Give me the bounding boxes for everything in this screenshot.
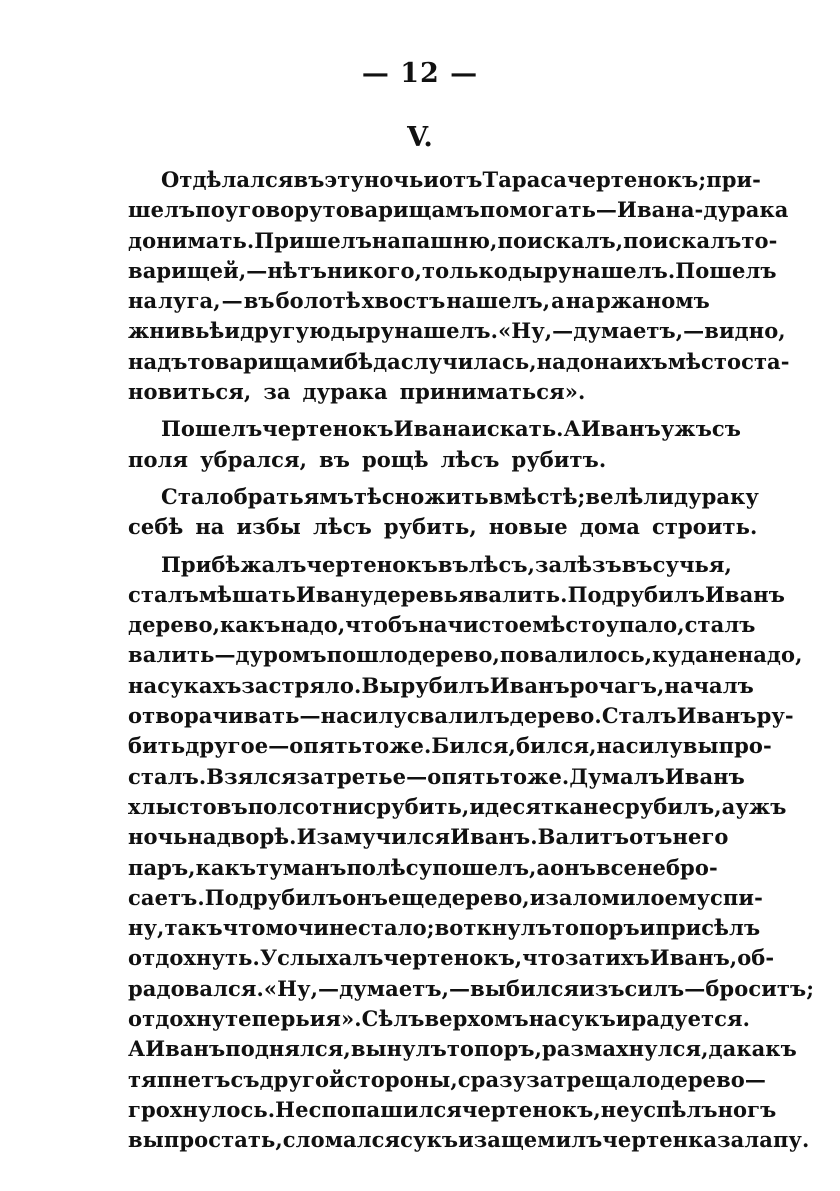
text-word: Валитъ: [537, 824, 630, 850]
text-word: тяпнетъ: [128, 1066, 231, 1092]
text-word: бѣда: [344, 348, 401, 374]
text-word: нашелъ,: [446, 288, 551, 314]
text-word: жнивьѣ: [128, 318, 225, 344]
text-word: него: [672, 824, 729, 850]
text-word: сталъ: [128, 581, 199, 607]
text-word: чертенка: [602, 1127, 718, 1153]
text-word: съ: [711, 416, 742, 442]
text-word: дерево.: [509, 703, 602, 729]
text-word: затрещало: [526, 1066, 661, 1092]
text-word: изъ: [579, 975, 625, 1001]
text-word: сучья,: [652, 551, 732, 577]
text-word: срубить,: [363, 793, 470, 819]
text-word: поискалъ: [623, 227, 742, 253]
story-text: [128, 165, 815, 1156]
text-word: дыру: [507, 257, 572, 283]
text-word: же.: [389, 733, 432, 759]
text-word: себѣ: [128, 514, 184, 540]
text-word: мѣшать: [198, 581, 296, 607]
text-word: отворачивать—насилу: [128, 703, 407, 729]
text-line: [128, 256, 777, 286]
text-word: топоръ,: [446, 1036, 543, 1062]
text-word: Бился,: [431, 733, 516, 759]
text-line: [128, 195, 789, 225]
text-word: избы: [236, 514, 301, 540]
text-word: и: [224, 318, 241, 344]
text-word: случилась,: [400, 348, 537, 374]
text-word: присѣлъ: [655, 915, 761, 941]
text-word: Сѣлъ: [361, 1006, 425, 1032]
text-line: [128, 822, 729, 852]
text-word: сукъ: [557, 1006, 616, 1032]
text-word: на: [187, 824, 217, 850]
text-word: А: [563, 416, 581, 442]
text-word: Отдѣлался: [161, 167, 294, 192]
text-word: защемилъ: [473, 1127, 603, 1153]
text-word: чертенокъ: [306, 551, 438, 577]
text-line: [128, 883, 763, 913]
text-word: лѣсу: [376, 854, 433, 880]
text-word: поискалъ,: [497, 227, 624, 253]
text-word: видно,: [704, 318, 786, 344]
text-line: [128, 792, 787, 822]
text-word: въ: [293, 167, 325, 192]
text-word: по: [195, 197, 225, 223]
text-word: сразу: [457, 1066, 527, 1092]
text-word: шелъ: [128, 197, 196, 223]
text-word: сталъ.: [128, 763, 207, 789]
text-word: опять: [427, 763, 500, 789]
text-word: И: [296, 824, 317, 850]
text-word: а: [536, 854, 551, 880]
text-word: повалилось,: [499, 642, 653, 668]
text-word: десятка: [485, 793, 584, 819]
text-word: рубитъ.: [511, 446, 607, 472]
text-word: рочагъ,: [569, 672, 665, 698]
text-word: верхомъ: [424, 1006, 529, 1032]
text-word: въ: [243, 288, 275, 314]
text-word: лѣсъ,: [468, 551, 536, 577]
text-word: ну,: [128, 915, 165, 941]
text-word: въ: [437, 551, 469, 577]
text-word: онъ: [342, 884, 388, 910]
text-word: и: [458, 1127, 474, 1153]
text-word: на: [594, 348, 624, 374]
text-word: бить: [128, 733, 186, 759]
text-word: приниматься».: [399, 379, 586, 405]
text-word: —: [406, 763, 428, 789]
text-word: пошелъ,: [432, 854, 537, 880]
text-word: надо,: [737, 642, 803, 668]
text-word: на: [128, 288, 158, 314]
text-word: пошло: [326, 642, 408, 668]
text-word: А: [128, 1036, 146, 1062]
text-word: не: [708, 642, 738, 668]
text-word: нашелъ.: [571, 257, 676, 283]
text-word: топоръ: [551, 915, 640, 941]
text-word: Пошелъ: [161, 416, 263, 442]
text-word: нашелъ.: [394, 318, 499, 344]
text-word: Не: [275, 1096, 309, 1122]
text-word: застряло.: [241, 672, 362, 698]
text-word: спи-: [710, 884, 763, 910]
text-word: «Ну,—думаетъ,—выбился: [263, 975, 580, 1001]
text-word: донимать.: [128, 227, 255, 253]
text-word: дерево,: [437, 884, 530, 910]
text-word: и: [423, 167, 440, 192]
text-word: успѣлъ: [629, 1096, 718, 1122]
text-word: отдохнуть.: [128, 945, 260, 971]
text-word: Вырубилъ: [361, 672, 490, 698]
text-word: Подрубилъ: [204, 884, 343, 910]
text-line: [128, 671, 754, 701]
text-word: силъ—броситъ;: [624, 975, 815, 1001]
text-word: не: [600, 1096, 630, 1122]
text-line: [128, 913, 761, 943]
text-word: сломался: [282, 1127, 401, 1153]
text-word: Иванъ,: [649, 945, 738, 971]
text-word: пашню,: [401, 227, 498, 253]
text-word: мочи: [265, 915, 330, 941]
text-word: на: [195, 514, 225, 540]
text-word: замучился: [316, 824, 451, 850]
text-line: [128, 1095, 777, 1125]
text-word: что: [222, 915, 266, 941]
text-word: мѣсто: [532, 612, 606, 638]
text-line: [128, 286, 710, 316]
text-word: Ивана-дурака: [617, 197, 789, 223]
text-word: куда: [652, 642, 709, 668]
text-word: радуется.: [631, 1006, 751, 1032]
text-word: Подрубилъ: [567, 581, 705, 607]
text-word: деревья: [373, 581, 474, 607]
text-word: Пришелъ: [254, 227, 372, 253]
text-word: за: [717, 1127, 745, 1153]
text-word: болотѣ: [275, 288, 361, 314]
text-word: —: [595, 197, 618, 223]
chapter-heading: V.: [407, 122, 433, 153]
text-word: Прибѣжалъ: [161, 551, 307, 577]
text-word: за: [296, 763, 324, 789]
text-word: чертенокъ: [262, 416, 394, 442]
text-word: да: [708, 1036, 737, 1062]
text-word: товарищамъ: [322, 197, 480, 223]
text-word: лѣсъ: [312, 514, 372, 540]
text-word: и: [615, 1006, 632, 1032]
text-word: паръ,: [128, 854, 196, 880]
text-word: а: [721, 793, 736, 819]
text-word: залѣзъ: [535, 551, 622, 577]
text-word: отъ: [629, 824, 673, 850]
text-word: въ: [621, 551, 653, 577]
text-word: что: [522, 945, 565, 971]
text-word: надо,: [280, 612, 346, 638]
text-word: варищей,—нѣтъ: [128, 257, 327, 283]
text-line: [128, 610, 756, 640]
text-word: и: [469, 793, 485, 819]
text-word: туманъ: [256, 854, 347, 880]
text-word: надъ: [128, 348, 188, 374]
text-word: выпро-: [682, 733, 772, 759]
text-word: размахнулся,: [542, 1036, 709, 1062]
text-word: же.: [527, 763, 570, 789]
text-word: строить.: [651, 514, 758, 540]
text-word: вмѣстѣ;: [488, 483, 586, 509]
text-word: товарищами: [187, 348, 345, 374]
text-word: на: [371, 227, 402, 253]
text-word: надо: [536, 348, 595, 374]
text-word: искать.: [471, 416, 564, 442]
text-word: дворѣ.: [216, 824, 297, 850]
text-word: дома: [579, 514, 640, 540]
text-word: уговору: [224, 197, 323, 223]
text-word: на: [565, 288, 595, 314]
text-line: [128, 377, 710, 407]
text-word: грохнулось.: [128, 1096, 276, 1122]
text-word: об-: [737, 945, 775, 971]
text-word: заломило: [545, 884, 665, 910]
text-word: насилу: [596, 733, 683, 759]
text-word: сукъ: [400, 1127, 459, 1153]
text-word: какъ: [736, 1036, 797, 1062]
text-word: стало;: [357, 915, 435, 941]
text-word: не: [583, 793, 613, 819]
text-line: [128, 1065, 767, 1095]
text-line: [128, 482, 759, 512]
text-word: другую: [240, 318, 331, 344]
text-word: сукахъ: [157, 672, 242, 698]
text-word: спопашился: [308, 1096, 462, 1122]
text-line: [128, 445, 710, 475]
text-word: ночь: [128, 824, 188, 850]
text-word: чертенокъ,: [383, 945, 523, 971]
text-word: Иванъ: [145, 1036, 226, 1062]
text-word: братьямъ: [233, 483, 354, 509]
text-word: то: [499, 763, 528, 789]
text-line: [128, 853, 718, 883]
text-word: Ивану: [295, 581, 374, 607]
text-word: новые: [488, 514, 568, 540]
text-word: Стало: [161, 483, 234, 509]
text-word: ногъ: [717, 1096, 777, 1122]
text-word: сталъ: [684, 612, 756, 638]
text-word: Взялся: [206, 763, 297, 789]
text-line: [128, 762, 745, 792]
text-line: [128, 640, 803, 670]
text-word: упало,: [605, 612, 685, 638]
text-word: Ивана: [393, 416, 472, 442]
text-word: ужъ: [735, 793, 787, 819]
text-line: [128, 974, 815, 1004]
text-line: [128, 347, 790, 377]
text-word: никого,: [327, 257, 423, 283]
text-word: другое—опять: [185, 733, 362, 759]
text-line: [128, 1125, 810, 1155]
text-word: помогать: [479, 197, 596, 223]
text-word: Иванъ: [676, 703, 757, 729]
text-word: поля: [128, 446, 189, 472]
text-word: дыру: [330, 318, 395, 344]
text-word: Иванъ: [580, 416, 661, 442]
text-word: саетъ.: [128, 884, 205, 910]
text-word: теперь: [225, 1006, 310, 1032]
text-word: на: [418, 612, 448, 638]
text-line: [128, 414, 742, 444]
text-word: на: [528, 1006, 558, 1032]
text-word: хвостъ: [361, 288, 446, 314]
text-word: Сталъ: [601, 703, 677, 729]
text-word: ночь: [363, 167, 424, 192]
text-word: стороны,: [344, 1066, 458, 1092]
text-word: все: [595, 854, 638, 880]
text-line: [128, 512, 758, 542]
text-line: [128, 550, 732, 580]
text-word: выпростать,: [128, 1127, 283, 1153]
text-word: рощѣ: [361, 446, 429, 472]
text-word: чертенокъ;: [567, 167, 707, 192]
text-word: при-: [706, 167, 761, 192]
text-word: жить: [424, 483, 489, 509]
text-line: [128, 731, 772, 761]
text-word: дурака: [302, 379, 388, 405]
text-word: дураку: [673, 483, 759, 509]
text-word: велѣли: [585, 483, 674, 509]
text-word: рубить,: [383, 514, 477, 540]
text-word: ржаномъ: [595, 288, 710, 314]
text-word: какъ: [220, 612, 281, 638]
text-word: воткнулъ: [434, 915, 552, 941]
text-word: Иванъ: [664, 763, 745, 789]
text-word: съ: [230, 1066, 260, 1092]
text-line: [128, 1034, 797, 1064]
text-word: отдохну: [128, 1006, 226, 1032]
text-word: Думалъ: [569, 763, 665, 789]
text-word: поднялся,: [225, 1036, 351, 1062]
text-word: Иванъ.: [450, 824, 538, 850]
text-word: новиться,: [128, 379, 252, 405]
text-word: по: [346, 854, 377, 880]
text-line: [128, 1004, 751, 1034]
text-word: только: [422, 257, 508, 283]
text-word: и: [529, 884, 546, 910]
text-word: полсотни: [247, 793, 364, 819]
text-line: [128, 943, 775, 973]
text-word: валить—дуромъ: [128, 642, 327, 668]
text-word: свалилъ: [406, 703, 510, 729]
text-line: [128, 226, 778, 256]
text-word: а: [551, 288, 565, 314]
text-line: [128, 316, 786, 346]
text-word: убрался,: [200, 446, 308, 472]
text-word: чертенокъ,: [461, 1096, 601, 1122]
text-word: то-: [741, 227, 778, 253]
text-word: вынулъ: [350, 1036, 447, 1062]
text-word: за: [263, 379, 291, 405]
text-word: Услыхалъ: [259, 945, 384, 971]
text-word: лѣсъ: [440, 446, 500, 472]
text-word: началъ: [664, 672, 754, 698]
text-word: «Ну,—думаетъ,—: [498, 318, 705, 344]
text-word: дерево,: [407, 642, 500, 668]
text-line: [128, 580, 785, 610]
text-line: [128, 165, 761, 195]
text-word: еще: [387, 884, 438, 910]
text-word: отъ: [439, 167, 483, 192]
text-word: ихъ: [623, 348, 668, 374]
text-word: радовался.: [128, 975, 264, 1001]
text-word: и: [639, 915, 656, 941]
text-word: какъ: [195, 854, 257, 880]
text-word: чтобъ: [345, 612, 419, 638]
text-word: Иванъ: [704, 581, 785, 607]
text-word: тѣсно: [353, 483, 425, 509]
text-word: —: [221, 288, 243, 314]
text-word: другой: [259, 1066, 345, 1092]
text-word: Тараса: [482, 167, 568, 192]
text-word: на: [128, 672, 158, 698]
text-word: бро-: [665, 854, 718, 880]
text-line: [128, 701, 794, 731]
text-word: бился,: [515, 733, 597, 759]
text-word: Пошелъ: [675, 257, 777, 283]
text-word: Иванъ: [489, 672, 570, 698]
text-word: онъ: [550, 854, 596, 880]
text-word: валить.: [473, 581, 568, 607]
text-word: то: [361, 733, 390, 759]
text-word: я».: [325, 1006, 362, 1032]
text-word: луга,: [158, 288, 221, 314]
text-word: такъ: [164, 915, 223, 941]
text-word: хлыстовъ: [128, 793, 248, 819]
text-word: ста-: [741, 348, 790, 374]
text-word: ужъ: [660, 416, 712, 442]
text-word: третье: [323, 763, 407, 789]
page-number: — 12 —: [361, 58, 479, 89]
text-word: дерево—: [660, 1066, 767, 1092]
text-word: дерево,: [128, 612, 221, 638]
text-word: лапу.: [744, 1127, 810, 1153]
text-word: мѣсто: [667, 348, 742, 374]
text-word: не: [329, 915, 358, 941]
text-word: срубилъ,: [612, 793, 722, 819]
text-word: и: [309, 1006, 326, 1032]
text-word: эту: [324, 167, 364, 192]
text-word: затихъ: [564, 945, 650, 971]
text-word: ру-: [756, 703, 794, 729]
text-word: не: [637, 854, 666, 880]
text-word: въ: [319, 446, 350, 472]
text-word: ему: [664, 884, 711, 910]
text-word: чистое: [447, 612, 533, 638]
